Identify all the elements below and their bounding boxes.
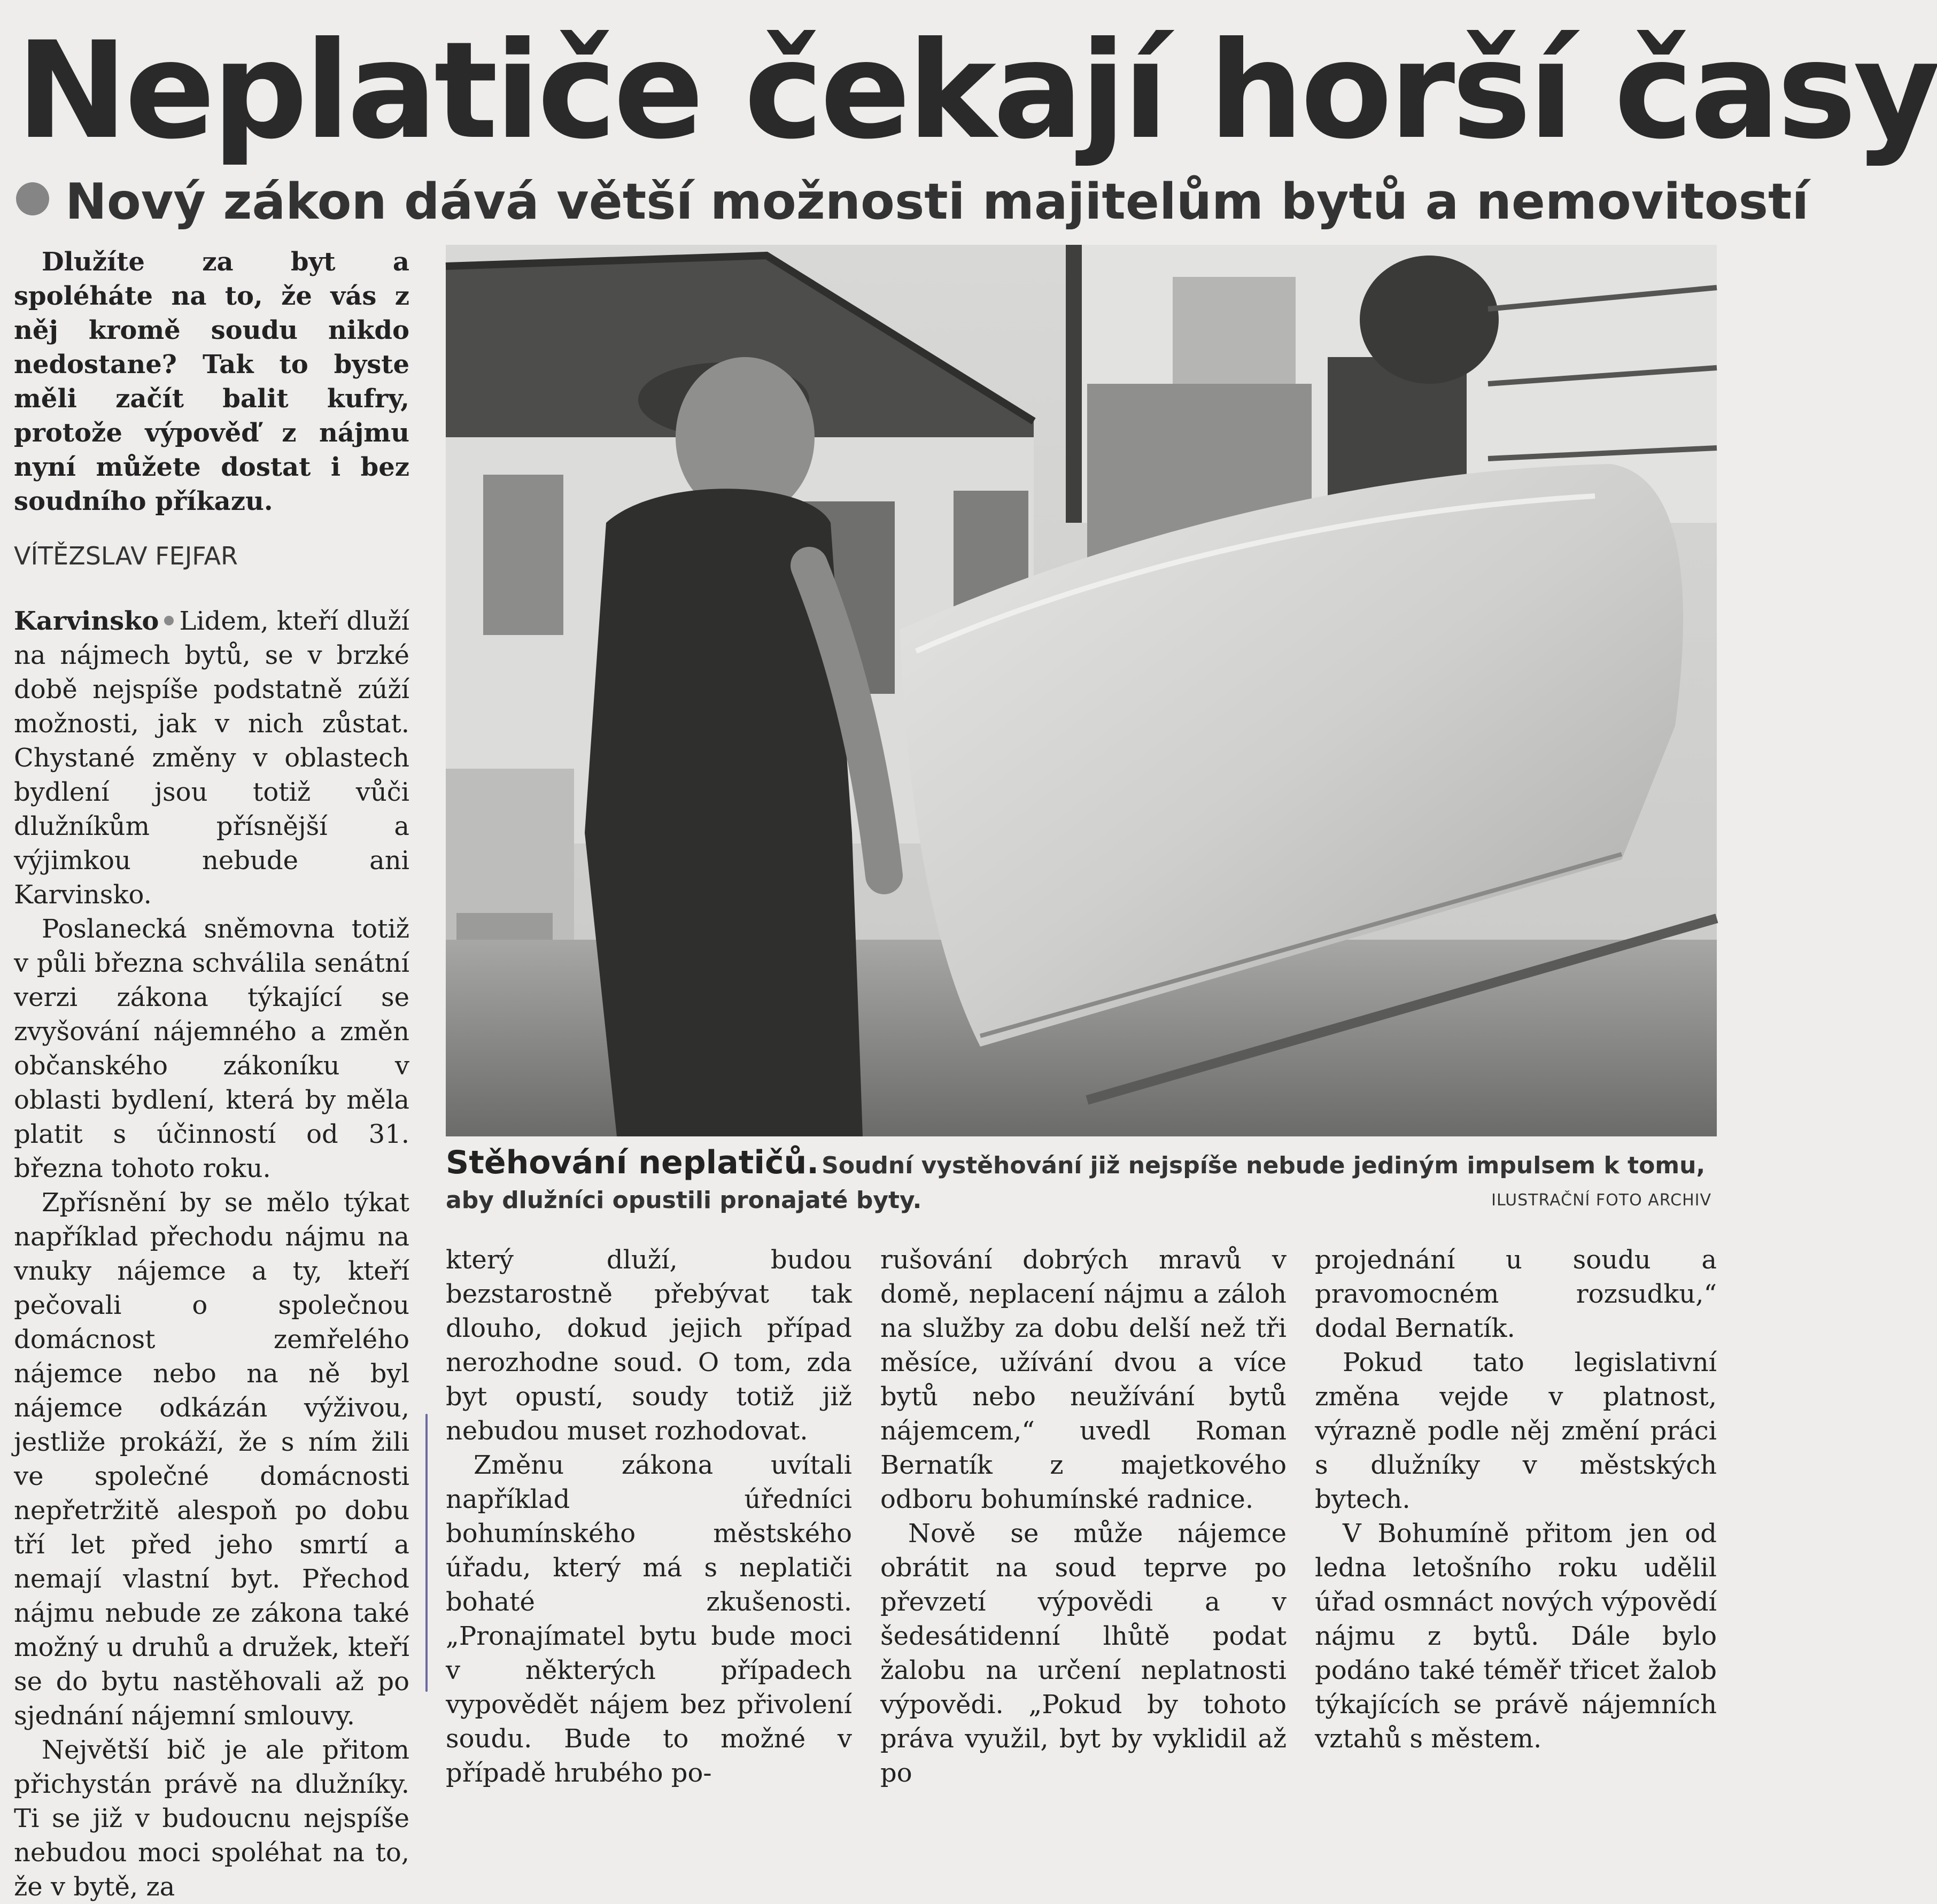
body-paragraph-9: projednání u soudu a pravomocném rozsudku,“ dodal Bernatík. [1315, 1245, 1717, 1343]
lead-paragraph: Dlužíte za byt a spoléháte na to, že vás z něj kromě soudu nikdo nedostane? Tak to byste měli začít balit kufry, protože výpověď z nájmu nyní můžete dostat i bez soudního příkazu. [14, 247, 409, 516]
body-paragraph-6: Změnu zákona uvítali například úředníci bohumínského městského úřadu, který má s neplatiči bohaté zkušenosti. „Pronajímatel bytu bude moci v některých případech vypovědět nájem bez přivolení soudu. Bude to možné v případě hrubého po- [446, 1450, 852, 1788]
article-column-2 [446, 1243, 852, 1790]
caption-title: Stěhování neplatičů. [446, 1144, 819, 1181]
subheadline: Nový zákon dává větší možnosti majitelům bytů a nemovitostí [65, 173, 1809, 230]
caption-line-2 [446, 1187, 1717, 1222]
body-paragraph-5: který dluží, budou bezstarostně přebývat tak dlouho, dokud jejich případ nerozhodne soud. O tom, zda byt opustí, soudy totiž již nebudou muset rozhodovat. [446, 1245, 852, 1446]
article-column-1 [14, 245, 409, 1904]
body-paragraph-1-text: Lidem, kteří dluží na nájmech bytů, se v brzké době nejspíše podstatně zúží možnosti, jak v nich zůstat. Chystané změny v oblastech bydlení jsou totiž vůči dlužníkům přísnější a výjimkou nebude ani Karvinsko. [14, 606, 409, 910]
body-paragraph-1 [14, 604, 409, 912]
caption-text-1: Soudní vystěhování již nejspíše nebude jediným impulsem k tomu, [822, 1152, 1706, 1179]
separator-dot-icon [164, 616, 174, 625]
article-photo [446, 245, 1717, 1136]
body-paragraph-10: Pokud tato legislativní změna vejde v platnost, výrazně podle něj změní práci s dlužníky v městských bytech. [1315, 1348, 1717, 1514]
author-byline: VÍTĚZSLAV FEJFAR [14, 541, 238, 570]
subheadline-row [16, 167, 1809, 236]
body-paragraph-11: V Bohumíně přitom jen od ledna letošního roku udělil úřad osmnáct nových výpovědí nájmu z bytů. Dále bylo podáno také téměř třicet žalob týkajících se právě nájemních vztahů s městem. [1315, 1519, 1717, 1754]
moving-furniture-photo [446, 245, 1717, 1136]
pen-mark [425, 1414, 428, 1692]
headline: Neplatiče čekají horší časy [16, 13, 1937, 168]
body-paragraph-2: Poslanecká sněmovna totiž v půli března schválila senátní verzi zákona týkající se zvyšování nájemného a změn občanského zákoníku v oblasti bydlení, která by měla platit s účinností od 31. března tohoto roku. [14, 914, 409, 1183]
article-column-4 [1315, 1243, 1717, 1756]
photo-credit: ILUSTRAČNÍ FOTO ARCHIV [1491, 1191, 1711, 1210]
caption-text-2: aby dlužníci opustili pronajaté byty. [446, 1187, 922, 1214]
body-paragraph-7: rušování dobrých mravů v domě, neplacení nájmu a záloh na služby za dobu delší než tři měsíce, užívání dvou a více bytů nebo neužívání bytů nájemcem,“ uvedl Roman Bernatík z majetkového odboru bohumínské radnice. [880, 1245, 1287, 1514]
photo-caption [446, 1144, 1717, 1222]
article-column-3 [880, 1243, 1287, 1790]
bullet-dot-icon [16, 182, 49, 215]
body-paragraph-3: Zpřísnění by se mělo týkat například přechodu nájmu na vnuky nájemce a ty, kteří pečovali o společnou domácnost zemřelého nájemce nebo na ně byl nájemce odkázán výživou, jestliže prokáží, že s ním žili ve společné domácnosti nepřetržitě alespoň po dobu tří let před jeho smrtí a nemají vlastní byt. Přechod nájmu nebude ze zákona také možný u druhů a družek, kteří se do bytu nastěhovali až po sjednání nájemní smlouvy. [14, 1188, 409, 1731]
body-paragraph-4: Největší bič je ale přitom přichystán právě na dlužníky. Ti se již v budoucnu nejspíše nebudou moci spoléhat na to, že v bytě, za [14, 1735, 409, 1902]
location-label: Karvinsko [14, 606, 159, 636]
body-paragraph-8: Nově se může nájemce obrátit na soud teprve po převzetí výpovědi a v šedesátidenní lhůtě podat žalobu na určení neplatnosti výpovědi. „Pokud by tohoto práva využil, byt by vyklidil až po [880, 1519, 1287, 1788]
caption-line-1 [446, 1144, 1717, 1187]
